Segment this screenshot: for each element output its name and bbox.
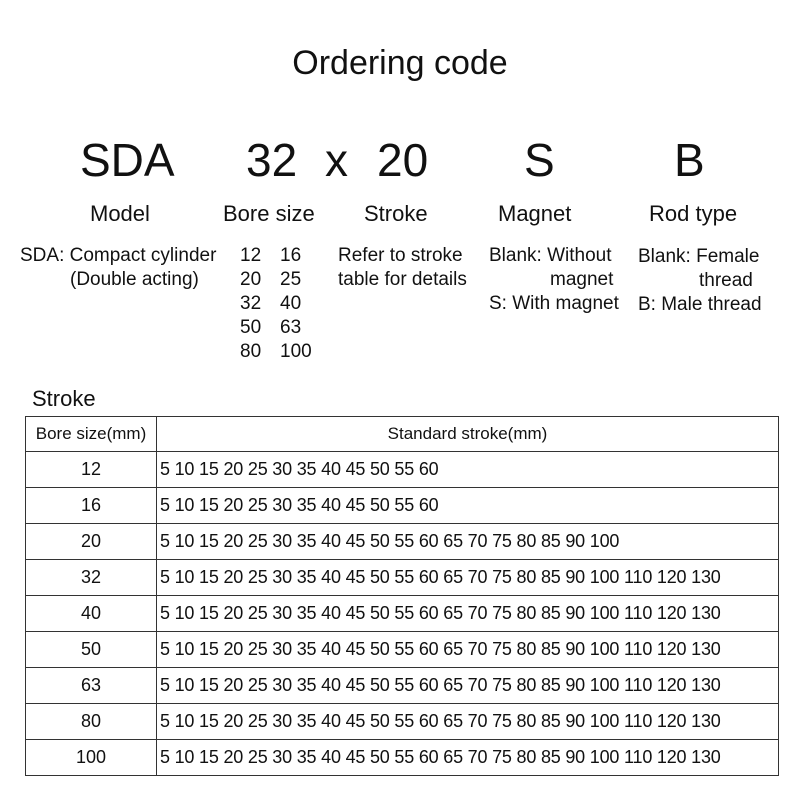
label-stroke: Stroke <box>364 201 428 226</box>
bore-size-value: 20 <box>240 269 262 290</box>
bore-size-cell: 63 <box>26 668 157 704</box>
bore-size-value: 32 <box>240 293 262 314</box>
bore-size-value: 16 <box>280 245 302 266</box>
stroke-desc-line1: Refer to stroke <box>338 245 463 266</box>
strokes-cell: 5 10 15 20 25 30 35 40 45 50 55 60 <box>157 488 779 524</box>
model-desc-line2: (Double acting) <box>70 269 199 290</box>
code-separator: x <box>325 134 348 186</box>
label-magnet: Magnet <box>498 201 572 226</box>
stroke-table <box>25 416 779 776</box>
bore-size-grid <box>240 244 312 364</box>
bore-size-value: 25 <box>280 269 302 290</box>
bore-size-value: 12 <box>240 245 262 266</box>
label-bore: Bore size <box>223 201 315 226</box>
label-rod: Rod type <box>649 201 738 226</box>
bore-size-value: 63 <box>280 317 302 338</box>
table-row <box>26 704 779 740</box>
strokes-cell: 5 10 15 20 25 30 35 40 45 50 55 60 65 70 75 80 85 90 100 110 120 130 <box>157 668 779 704</box>
strokes-cell: 5 10 15 20 25 30 35 40 45 50 55 60 65 70 75 80 85 90 100 110 120 130 <box>157 596 779 632</box>
bore-size-cell: 16 <box>26 488 157 524</box>
page-title: Ordering code <box>292 44 508 82</box>
table-row <box>26 560 779 596</box>
table-row <box>26 596 779 632</box>
stroke-table-title: Stroke <box>32 386 96 411</box>
strokes-cell: 5 10 15 20 25 30 35 40 45 50 55 60 65 70 75 80 85 90 100 110 120 130 <box>157 704 779 740</box>
bore-size-cell: 80 <box>26 704 157 740</box>
bore-size-cell: 12 <box>26 452 157 488</box>
table-row <box>26 632 779 668</box>
bore-size-value: 100 <box>280 341 312 362</box>
bore-size-cell: 100 <box>26 740 157 776</box>
bore-size-cell: 50 <box>26 632 157 668</box>
rod-desc-line1: Blank: Female <box>638 246 760 267</box>
bore-size-value: 50 <box>240 317 262 338</box>
rod-desc-line3: B: Male thread <box>638 294 762 315</box>
code-bore: 32 <box>246 134 298 186</box>
table-header-row <box>26 417 779 452</box>
model-desc-line1: SDA: Compact cylinder <box>20 245 217 266</box>
strokes-cell: 5 10 15 20 25 30 35 40 45 50 55 60 65 70 75 80 85 90 100 110 120 130 <box>157 560 779 596</box>
bore-size-cell: 20 <box>26 524 157 560</box>
strokes-cell: 5 10 15 20 25 30 35 40 45 50 55 60 <box>157 452 779 488</box>
label-model: Model <box>90 201 150 226</box>
code-rod: B <box>674 134 705 186</box>
table-row <box>26 668 779 704</box>
table-row <box>26 452 779 488</box>
bore-size-cell: 32 <box>26 560 157 596</box>
table-row <box>26 488 779 524</box>
strokes-cell: 5 10 15 20 25 30 35 40 45 50 55 60 65 70 75 80 85 90 100 110 120 130 <box>157 632 779 668</box>
code-stroke: 20 <box>377 134 429 186</box>
rod-desc-line2: thread <box>699 270 753 291</box>
strokes-cell: 5 10 15 20 25 30 35 40 45 50 55 60 65 70 75 80 85 90 100 110 120 130 <box>157 740 779 776</box>
magnet-desc-line3: S: With magnet <box>489 293 619 314</box>
code-model: SDA <box>80 134 175 186</box>
stroke-desc-line2: table for details <box>338 269 467 290</box>
header-standard-stroke: Standard stroke(mm) <box>157 417 779 452</box>
code-magnet: S <box>524 134 555 186</box>
table-row <box>26 740 779 776</box>
bore-size-cell: 40 <box>26 596 157 632</box>
header-bore-size: Bore size(mm) <box>26 417 157 452</box>
bore-size-value: 40 <box>280 293 302 314</box>
magnet-desc-line2: magnet <box>550 269 614 290</box>
magnet-desc-line1: Blank: Without <box>489 245 612 266</box>
bore-size-value: 80 <box>240 341 262 362</box>
strokes-cell: 5 10 15 20 25 30 35 40 45 50 55 60 65 70 75 80 85 90 100 <box>157 524 779 560</box>
table-row <box>26 524 779 560</box>
